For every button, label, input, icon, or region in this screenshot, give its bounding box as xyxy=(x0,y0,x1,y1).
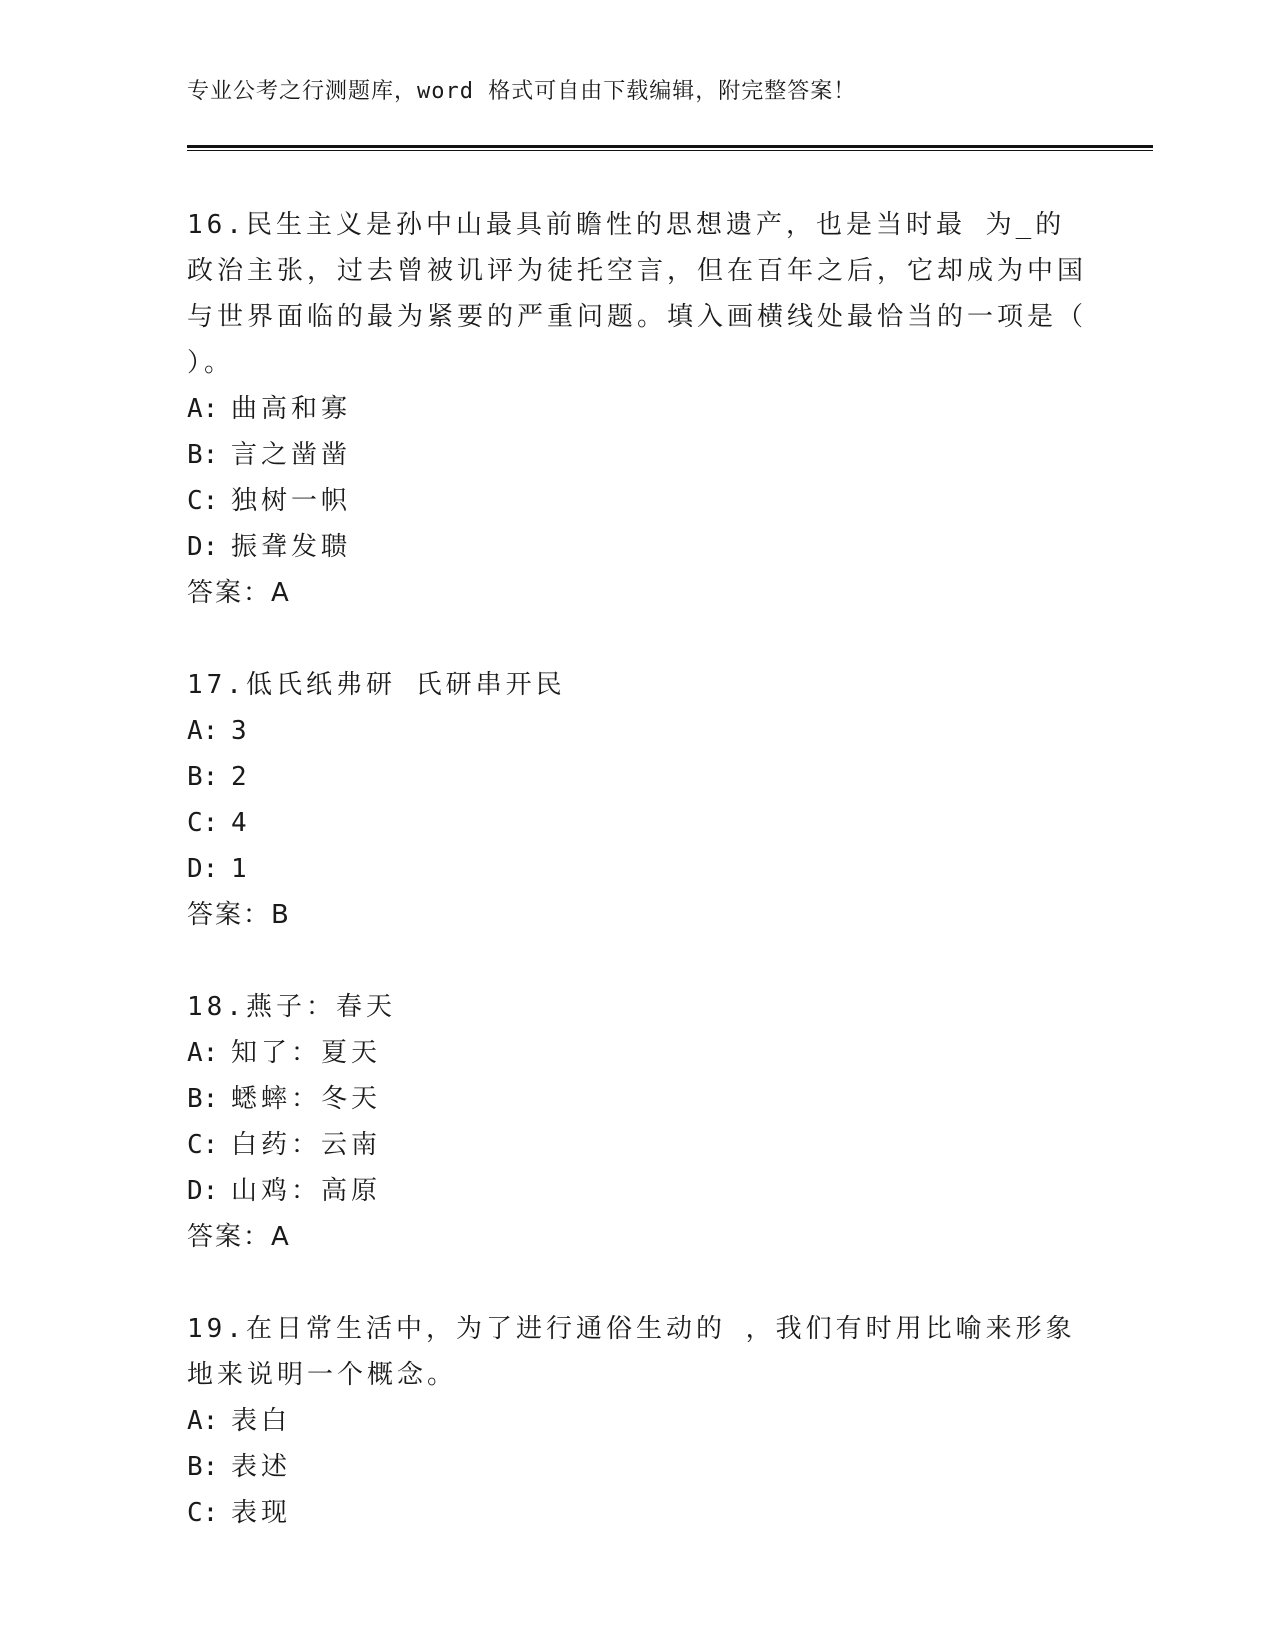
option-label: B: xyxy=(187,762,219,792)
option-text: 表述 xyxy=(231,1452,292,1482)
option-text: 振聋发聩 xyxy=(231,532,352,562)
option-c xyxy=(187,1122,1087,1168)
option-label: A: xyxy=(187,1406,219,1436)
option-text: 白药：云南 xyxy=(231,1130,382,1160)
option-label: D: xyxy=(187,854,219,884)
option-text: 言之凿凿 xyxy=(231,440,352,470)
option-d xyxy=(187,846,1087,892)
option-label: C: xyxy=(187,1130,219,1160)
option-c xyxy=(187,1490,1087,1536)
option-label: B: xyxy=(187,440,219,470)
option-text: 3 xyxy=(231,716,251,746)
question-18 xyxy=(187,984,1087,1260)
option-label: A: xyxy=(187,394,219,424)
question-17 xyxy=(187,662,1087,938)
option-c xyxy=(187,800,1087,846)
answer-line: 答案：A xyxy=(187,1222,291,1252)
option-label: B: xyxy=(187,1452,219,1482)
option-text: 蟋蟀：冬天 xyxy=(231,1084,382,1114)
option-a xyxy=(187,1398,1087,1444)
option-text: 独树一帜 xyxy=(231,486,352,516)
option-label: A: xyxy=(187,716,219,746)
header-divider xyxy=(187,145,1153,151)
option-text: 知了：夏天 xyxy=(231,1038,382,1068)
header-title: 专业公考之行测题库，word 格式可自由下载编辑，附完整答案！ xyxy=(187,79,857,104)
option-label: C: xyxy=(187,486,219,516)
option-b xyxy=(187,754,1087,800)
option-text: 1 xyxy=(231,854,251,884)
option-label: D: xyxy=(187,532,219,562)
question-stem: 18.燕子：春天 xyxy=(187,992,396,1022)
option-text: 山鸡：高原 xyxy=(231,1176,382,1206)
option-b xyxy=(187,432,1087,478)
question-16 xyxy=(187,202,1087,616)
option-b xyxy=(187,1076,1087,1122)
option-d xyxy=(187,1168,1087,1214)
question-19 xyxy=(187,1306,1087,1536)
option-a xyxy=(187,386,1087,432)
question-stem: 17.低氏纸弗研 氏研串开民 xyxy=(187,670,566,700)
option-d xyxy=(187,524,1087,570)
option-b xyxy=(187,1444,1087,1490)
answer-line: 答案：A xyxy=(187,578,291,608)
option-label: B: xyxy=(187,1084,219,1114)
option-a xyxy=(187,708,1087,754)
option-label: C: xyxy=(187,1498,219,1528)
question-list xyxy=(187,202,1087,1536)
answer-line: 答案：B xyxy=(187,900,291,930)
option-text: 表白 xyxy=(231,1406,292,1436)
question-stem: 19.在日常生活中，为了进行通俗生动的 ，我们有时用比喻来形象地来说明一个概念。 xyxy=(187,1314,1076,1390)
option-a xyxy=(187,1030,1087,1076)
option-text: 曲高和寡 xyxy=(231,394,352,424)
option-text: 4 xyxy=(231,808,251,838)
option-c xyxy=(187,478,1087,524)
option-label: A: xyxy=(187,1038,219,1068)
question-stem: 16.民生主义是孙中山最具前瞻性的思想遗产，也是当时最 为_的政治主张，过去曾被讥评为徒托空言，但在百年之后，它却成为中国与世界面临的最为紧要的严重问题。填入画横线处最恰当的一项是（ ）。 xyxy=(187,210,1088,378)
option-text: 表现 xyxy=(231,1498,292,1528)
option-label: D: xyxy=(187,1176,219,1206)
option-text: 2 xyxy=(231,762,251,792)
option-label: C: xyxy=(187,808,219,838)
